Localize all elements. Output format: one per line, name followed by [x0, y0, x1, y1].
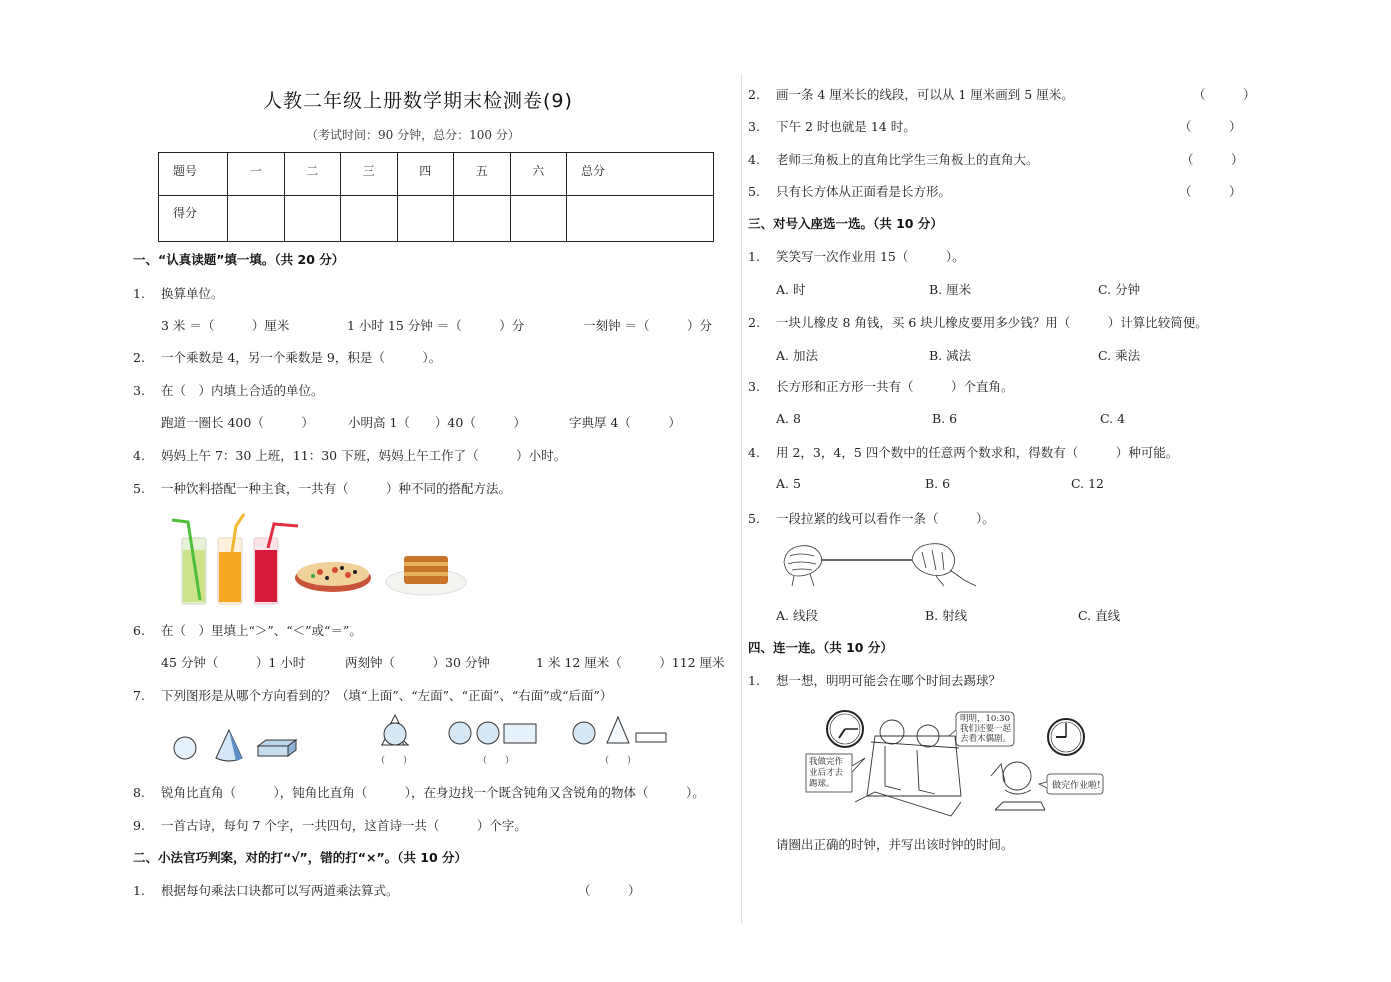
question-text: 换算单位。: [161, 286, 224, 301]
s1-q3-item-3: 字典厚 4（ ）: [569, 415, 681, 430]
s3-q2-option-b[interactable]: B. 减法: [929, 348, 972, 363]
question-text: 用 2，3，4，5 四个数中的任意两个数求和，得数有（ ）种可能。: [776, 445, 1179, 460]
s3-q1-option-c[interactable]: C. 分钟: [1098, 282, 1141, 297]
s2-q2-answer-blank[interactable]: （ ）: [1193, 87, 1256, 102]
s1-q9: [133, 816, 527, 834]
s3-q5: [748, 509, 995, 527]
s3-q5-option-b[interactable]: B. 射线: [925, 608, 968, 623]
exam-info: （考试时间：90 分钟，总分：100 分）: [306, 128, 520, 142]
score-table: [158, 152, 714, 242]
question-text: 长方形和正方形一共有（ ）个直角。: [776, 379, 1014, 394]
question-number: 5.: [748, 511, 760, 526]
s3-q2: [748, 313, 1208, 331]
question-number: 1.: [748, 673, 760, 688]
col-header: 四: [397, 153, 454, 196]
question-text: 一种饮料搭配一种主食，一共有（ ）种不同的搭配方法。: [161, 481, 512, 496]
question-text: 在（ ）内填上合适的单位。: [161, 383, 324, 398]
column-divider: [741, 74, 742, 924]
section-2-heading: 二、小法官巧判案，对的打“√”，错的打“×”。（共 10 分）: [133, 850, 468, 865]
col-header: 六: [510, 153, 567, 196]
s3-q4-option-b[interactable]: B. 6: [925, 476, 951, 491]
question-text: 一段拉紧的线可以看作一条（ ）。: [776, 511, 995, 526]
question-text: 锐角比直角（ ），钝角比直角（ ），在身边找一个既含钝角又含锐角的物体（ ）。: [161, 785, 705, 800]
section-4-heading: 四、连一连。（共 10 分）: [748, 640, 893, 655]
right-hand-icon: [912, 544, 976, 586]
s3-q2-option-a[interactable]: A. 加法: [776, 348, 818, 363]
bubble-line: 踢球。: [809, 779, 835, 789]
score-cell-total[interactable]: [567, 196, 714, 242]
s1-q6: [133, 621, 362, 639]
s1-q5: [133, 479, 511, 497]
s2-q5: [748, 182, 951, 200]
question-number: 4.: [748, 445, 760, 460]
question-text: 画一条 4 厘米长的线段，可以从 1 厘米画到 5 厘米。: [776, 87, 1074, 102]
sphere-icon: [174, 737, 196, 759]
s2-q4-answer-blank[interactable]: （ ）: [1181, 152, 1244, 167]
score-cell[interactable]: [454, 196, 511, 242]
question-number: 3.: [133, 383, 145, 398]
score-cell[interactable]: [341, 196, 398, 242]
score-cell[interactable]: [284, 196, 341, 242]
s1-q6-item-2: 两刻钟（ ）30 分钟: [345, 655, 490, 670]
question-number: 8.: [133, 785, 145, 800]
question-number: 4.: [748, 152, 760, 167]
s1-q6-item-3: 1 米 12 厘米（ ）112 厘米: [536, 655, 725, 670]
red-drink-icon: [254, 524, 298, 604]
row-label-score: 得分: [159, 196, 228, 242]
s3-q5-option-c[interactable]: C. 直线: [1078, 608, 1121, 623]
question-text: 妈妈上午 7：30 上班，11：30 下班，妈妈上午工作了（ ）小时。: [161, 448, 567, 463]
s1-q4: [133, 446, 566, 464]
col-header-total: 总分: [567, 153, 714, 196]
s3-q1: [748, 247, 965, 265]
s1-q8: [133, 783, 705, 801]
score-table-header-row: [159, 153, 714, 196]
col-header: 一: [228, 153, 285, 196]
clock-2-icon: [1048, 719, 1084, 755]
view-blank-2[interactable]: （ ）: [478, 756, 515, 766]
s3-q2-option-c[interactable]: C. 乘法: [1098, 348, 1141, 363]
score-cell[interactable]: [397, 196, 454, 242]
question-number: 4.: [133, 448, 145, 463]
s1-q2: [133, 348, 441, 366]
boy-doing-homework-icon: [991, 762, 1045, 810]
pizza-icon: [295, 562, 371, 592]
left-hand-icon: [784, 546, 822, 586]
col-header: 五: [454, 153, 511, 196]
question-text: 一个乘数是 4，另一个乘数是 9，积是（ ）。: [161, 350, 442, 365]
s2-q4: [748, 150, 1039, 168]
s3-q3-option-b[interactable]: B. 6: [932, 411, 958, 426]
s1-q1: [133, 284, 224, 302]
left-bubble-text: [809, 757, 851, 790]
green-drink-icon: [172, 520, 206, 604]
question-number: 5.: [748, 184, 760, 199]
s1-q3-item-2: 小明高 1（ ）40（ ）: [348, 415, 526, 430]
solids-illustration: [170, 728, 305, 764]
question-number: 1.: [133, 883, 145, 898]
bubble-line: 去看木偶剧。: [960, 734, 1012, 744]
side-view-icon: [573, 717, 666, 744]
question-number: 6.: [133, 623, 145, 638]
s1-q1-item-3: 一刻钟 ＝（ ）分: [583, 318, 712, 333]
score-table-score-row: [159, 196, 714, 242]
s3-q3-option-a[interactable]: A. 8: [776, 411, 801, 426]
question-text: 下午 2 时也就是 14 时。: [776, 119, 916, 134]
views-illustration: [378, 713, 678, 749]
lasagna-icon: [386, 556, 466, 595]
section-3-heading: 三、对号入座选一选。（共 10 分）: [748, 216, 943, 231]
s3-q5-option-a[interactable]: A. 线段: [776, 608, 818, 623]
s2-q1: [133, 881, 399, 899]
s2-q5-answer-blank[interactable]: （ ）: [1179, 184, 1242, 199]
question-number: 3.: [748, 119, 760, 134]
s2-q2: [748, 85, 1074, 103]
question-number: 9.: [133, 818, 145, 833]
question-number: 7.: [133, 688, 145, 703]
clock-1-icon: [827, 711, 863, 747]
section-1-heading: 一、“认真读题”填一填。（共 20 分）: [133, 252, 345, 267]
question-text: 只有长方体从正面看是长方形。: [776, 184, 952, 199]
cuboid-icon: [258, 740, 296, 756]
s2-q3-answer-blank[interactable]: （ ）: [1179, 119, 1242, 134]
question-number: 2.: [748, 315, 760, 330]
question-text: 一块儿橡皮 8 角钱，买 6 块儿橡皮要用多少钱？用（ ）计算比较简便。: [776, 315, 1208, 330]
question-text: 老师三角板上的直角比学生三角板上的直角大。: [776, 152, 1039, 167]
s1-q7: [133, 686, 612, 704]
s3-q4-option-c[interactable]: C. 12: [1071, 476, 1104, 491]
front-view-icon: [449, 722, 536, 744]
s1-q3-item-1: 跑道一圈长 400（ ）: [161, 415, 314, 430]
s3-q3: [748, 377, 1014, 395]
col-header: 二: [284, 153, 341, 196]
bubble-line: 明明，10:30: [960, 714, 1010, 724]
question-number: 2.: [748, 87, 760, 102]
score-cell[interactable]: [510, 196, 567, 242]
bubble-line: 我做完作: [809, 757, 844, 767]
s1-q1-item-1: 3 米 ＝（ ）厘米: [161, 318, 290, 333]
score-cell[interactable]: [228, 196, 285, 242]
s1-q1-item-2: 1 小时 15 分钟 ＝（ ）分: [347, 318, 525, 333]
bubble-line: 我们还要一起: [960, 724, 1012, 734]
right-bubble-text: [960, 714, 1011, 744]
kid-bubble-text: 做完作业啦!: [1052, 781, 1101, 791]
question-text: 在（ ）里填上“＞”、“＜”或“＝”。: [161, 623, 362, 638]
page-title: 人教二年级上册数学期末检测卷(9): [263, 90, 573, 112]
view-blank-1[interactable]: （ ）: [376, 756, 413, 766]
question-number: 3.: [748, 379, 760, 394]
s3-q3-option-c[interactable]: C. 4: [1100, 411, 1126, 426]
question-number: 1.: [748, 249, 760, 264]
col-header: 三: [341, 153, 398, 196]
drinks-food-illustration: [170, 512, 470, 608]
bubble-line: 业后才去: [809, 768, 844, 778]
top-view-icon: [381, 715, 409, 745]
s4-q1: [748, 671, 1001, 689]
s1-q3: [133, 381, 324, 399]
row-label-question-no: 题号: [159, 153, 228, 196]
s3-q1-option-a[interactable]: A. 时: [776, 282, 806, 297]
children-on-swing-icon: [855, 720, 961, 816]
question-text: 根据每句乘法口诀都可以写两道乘法算式。: [161, 883, 399, 898]
s1-q6-item-1: 45 分钟（ ）1 小时: [161, 655, 306, 670]
taut-string-illustration: [780, 540, 980, 588]
orange-drink-icon: [218, 514, 244, 604]
question-number: 1.: [133, 286, 145, 301]
s2-q3: [748, 117, 916, 135]
question-number: 5.: [133, 481, 145, 496]
s3-q4-option-a[interactable]: A. 5: [776, 476, 801, 491]
question-text: 想一想，明明可能会在哪个时间去踢球？: [776, 673, 1002, 688]
s3-q4: [748, 443, 1178, 461]
question-text: 下列图形是从哪个方向看到的？（填“上面”、“左面”、“正面”、“右面”或“后面”）: [161, 688, 613, 703]
s2-q1-answer-blank[interactable]: （ ）: [578, 883, 641, 898]
question-number: 2.: [133, 350, 145, 365]
s3-q1-option-b[interactable]: B. 厘米: [929, 282, 972, 297]
question-text: 笑笑写一次作业用 15（ ）。: [776, 249, 965, 264]
view-blank-3[interactable]: （ ）: [600, 756, 637, 766]
cone-icon: [216, 730, 242, 761]
question-text: 一首古诗，每句 7 个字，一共四句，这首诗一共（ ）个字。: [161, 818, 527, 833]
s4-q1-instruction: 请圈出正确的时钟，并写出该时钟的时间。: [776, 837, 1014, 852]
